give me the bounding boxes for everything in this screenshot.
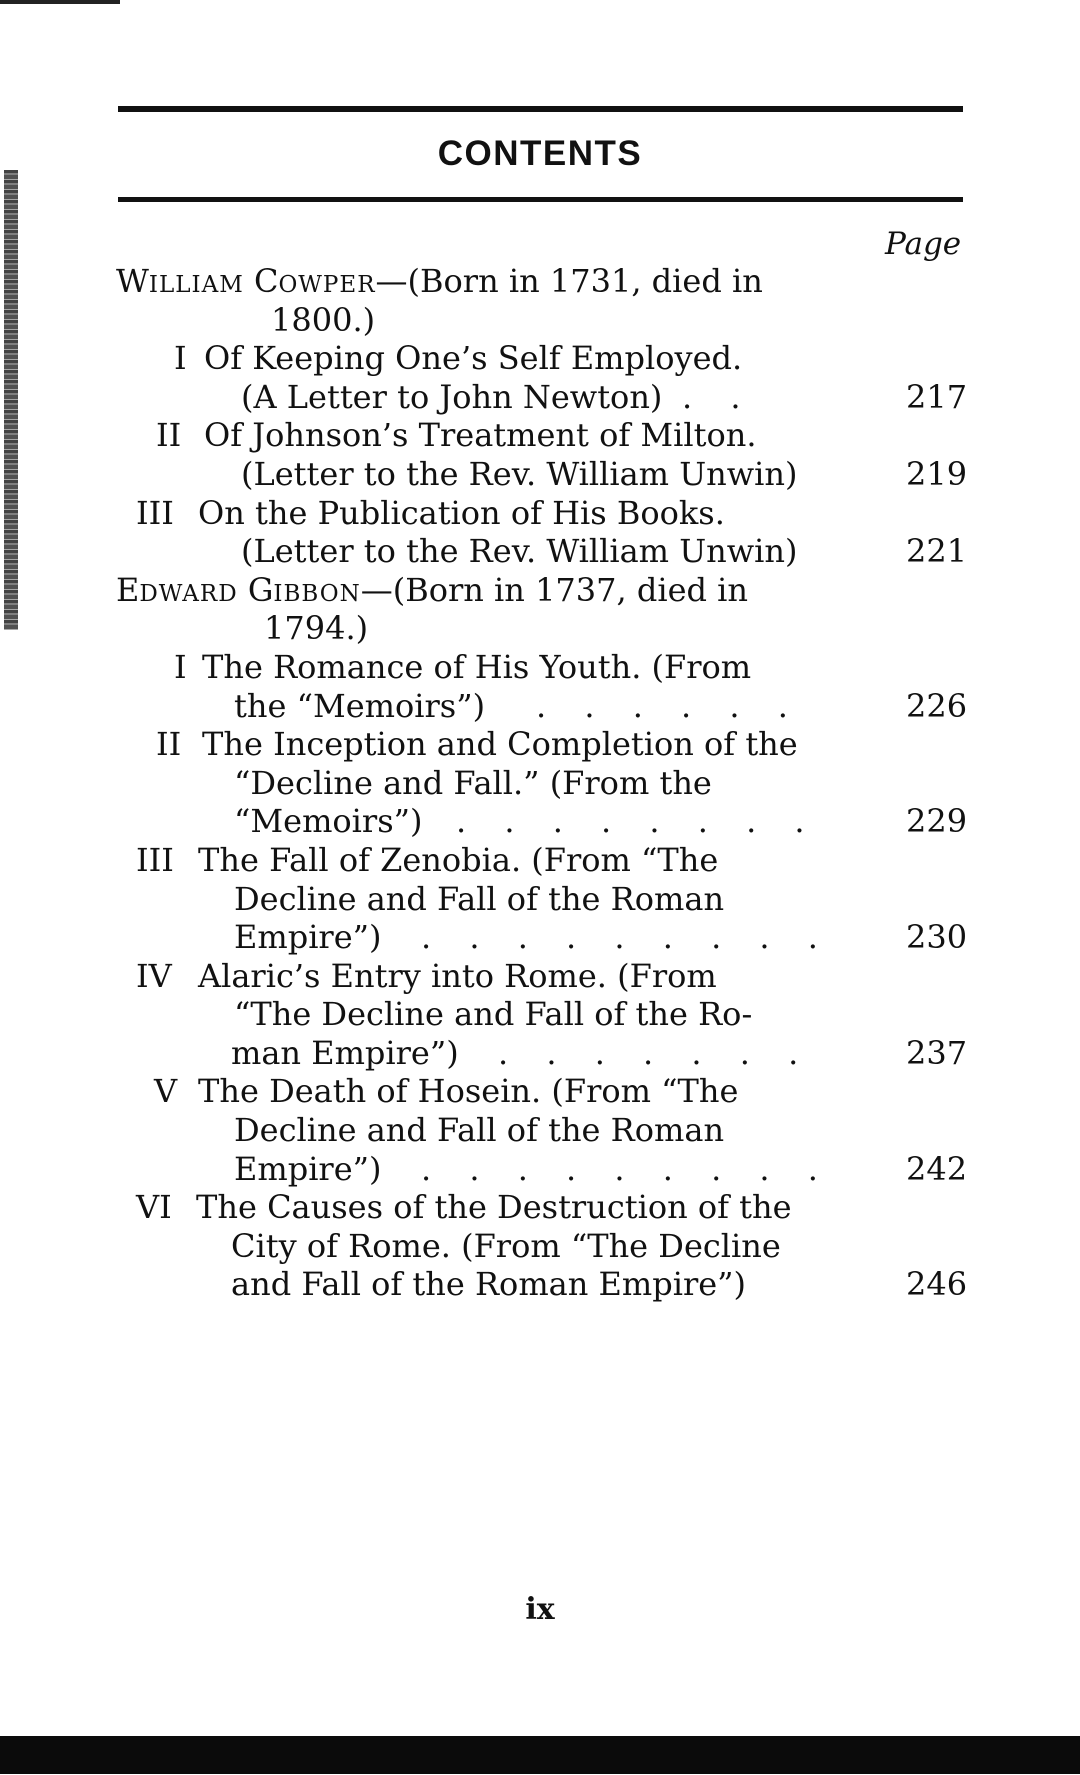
author-smallcaps: IBBON <box>273 580 361 607</box>
entry-numeral: I <box>174 647 187 686</box>
header-rule-bottom <box>118 197 963 202</box>
entry-page: 219 <box>906 454 968 493</box>
toc-entry-cont <box>116 802 966 841</box>
entry-page: 230 <box>906 918 968 957</box>
author-initial: C <box>253 262 279 300</box>
entry-title-cont: and Fall of the Roman Empire”) <box>231 1265 747 1304</box>
entry-numeral: I <box>174 339 187 378</box>
toc-entry-cont <box>116 532 966 571</box>
entry-numeral: III <box>136 840 174 879</box>
leader-dots: . . <box>682 377 755 416</box>
toc-entry[interactable] <box>116 957 966 996</box>
entry-title-cont: Empire”) <box>234 1149 382 1188</box>
entry-numeral: II <box>156 416 182 455</box>
author-smallcaps: ILLIAM <box>148 272 244 298</box>
entry-page: 217 <box>906 377 968 416</box>
toc-entry[interactable] <box>116 416 966 455</box>
entry-title: Alaric’s Entry into Rome. (From <box>198 956 717 995</box>
entry-numeral: IV <box>136 956 172 995</box>
table-of-contents <box>116 262 966 1304</box>
author-dates-cont: 1794.) <box>264 609 369 648</box>
toc-entry-cont <box>116 1111 966 1150</box>
author-smallcaps: OWPER <box>278 272 376 298</box>
entry-title-cont: Decline and Fall of the Roman <box>234 879 725 918</box>
entry-numeral: II <box>156 725 182 764</box>
leader-dots: . . . . . . <box>536 686 802 725</box>
entry-title-cont: “Memoirs”) <box>234 802 423 841</box>
author-smallcaps: DWARD <box>139 580 238 607</box>
entry-numeral: V <box>154 1072 178 1111</box>
entry-title-cont: (A Letter to John Newton) <box>241 377 663 416</box>
entry-title: The Death of Hosein. (From “The <box>198 1072 739 1111</box>
toc-entry[interactable] <box>116 1072 966 1111</box>
author-line <box>116 571 966 610</box>
entry-title-cont: (Letter to the Rev. William Unwin) <box>241 454 798 493</box>
leader-dots: . . . . . . . . . <box>421 1149 832 1188</box>
entry-title-cont: Empire”) <box>234 918 382 957</box>
entry-title: The Fall of Zenobia. (From “The <box>198 840 719 879</box>
entry-title-cont: City of Rome. (From “The Decline <box>231 1226 781 1265</box>
entry-title-cont: “The Decline and Fall of the Ro- <box>234 995 753 1034</box>
author-initial: G <box>247 570 274 609</box>
entry-numeral: VI <box>136 1188 172 1227</box>
entry-page: 229 <box>906 802 968 841</box>
toc-entry-cont <box>116 918 966 957</box>
scan-edge-left <box>4 170 18 630</box>
entry-title: On the Publication of His Books. <box>198 493 725 532</box>
author-dates-cont: 1800.) <box>271 300 376 339</box>
toc-entry-cont <box>116 687 966 726</box>
page-title: CONTENTS <box>437 134 643 173</box>
author-line-cont <box>116 301 966 340</box>
entry-title: The Inception and Completion of the <box>202 725 798 764</box>
entry-title-cont: Decline and Fall of the Roman <box>234 1111 725 1150</box>
leader-dots: . . . . . . . . . <box>421 918 832 957</box>
entry-title-cont: (Letter to the Rev. William Unwin) <box>241 532 798 571</box>
author-initial: E <box>116 570 140 609</box>
entry-page: 226 <box>906 686 968 725</box>
leader-dots: . . . . . . . . <box>456 802 819 841</box>
toc-entry[interactable] <box>116 339 966 378</box>
entry-page: 237 <box>906 1033 968 1072</box>
toc-entry[interactable] <box>116 841 966 880</box>
toc-entry-cont <box>116 880 966 919</box>
author-line <box>116 262 966 301</box>
header-rule-top <box>118 106 963 112</box>
author-dates: —(Born in 1731, died in <box>375 262 763 300</box>
entry-title: The Causes of the Destruction of the <box>196 1188 792 1227</box>
toc-entry[interactable] <box>116 1188 966 1227</box>
entry-title: The Romance of His Youth. (From <box>202 647 752 686</box>
toc-entry[interactable] <box>116 648 966 687</box>
author-initial: W <box>116 262 149 300</box>
toc-entry-cont <box>116 764 966 803</box>
scan-edge-top <box>0 0 120 4</box>
toc-entry-cont <box>116 1227 966 1266</box>
entry-title-cont: man Empire”) <box>231 1033 459 1072</box>
entry-page: 242 <box>906 1149 968 1188</box>
author-line-cont <box>116 609 966 648</box>
entry-page: 221 <box>906 532 968 571</box>
entry-title-cont: “Decline and Fall.” (From the <box>234 763 712 802</box>
page-column-label: Page <box>885 226 962 262</box>
entry-numeral: III <box>136 493 174 532</box>
toc-entry-cont <box>116 1150 966 1189</box>
entry-page: 246 <box>906 1265 968 1304</box>
toc-entry-cont <box>116 1265 966 1304</box>
entry-title-cont: the “Memoirs”) <box>234 686 486 725</box>
toc-entry-cont <box>116 378 966 417</box>
leader-dots: . . . . . . . <box>498 1033 813 1072</box>
toc-entry-cont <box>116 1034 966 1073</box>
entry-title: Of Keeping One’s Self Employed. <box>204 339 743 378</box>
page-number: ix <box>525 1592 555 1627</box>
author-dates: —(Born in 1737, died in <box>360 570 748 609</box>
toc-entry[interactable] <box>116 725 966 764</box>
entry-title: Of Johnson’s Treatment of Milton. <box>204 416 757 455</box>
toc-entry-cont <box>116 455 966 494</box>
scan-edge-bottom <box>0 1736 1080 1774</box>
toc-entry-cont <box>116 995 966 1034</box>
toc-entry[interactable] <box>116 494 966 533</box>
